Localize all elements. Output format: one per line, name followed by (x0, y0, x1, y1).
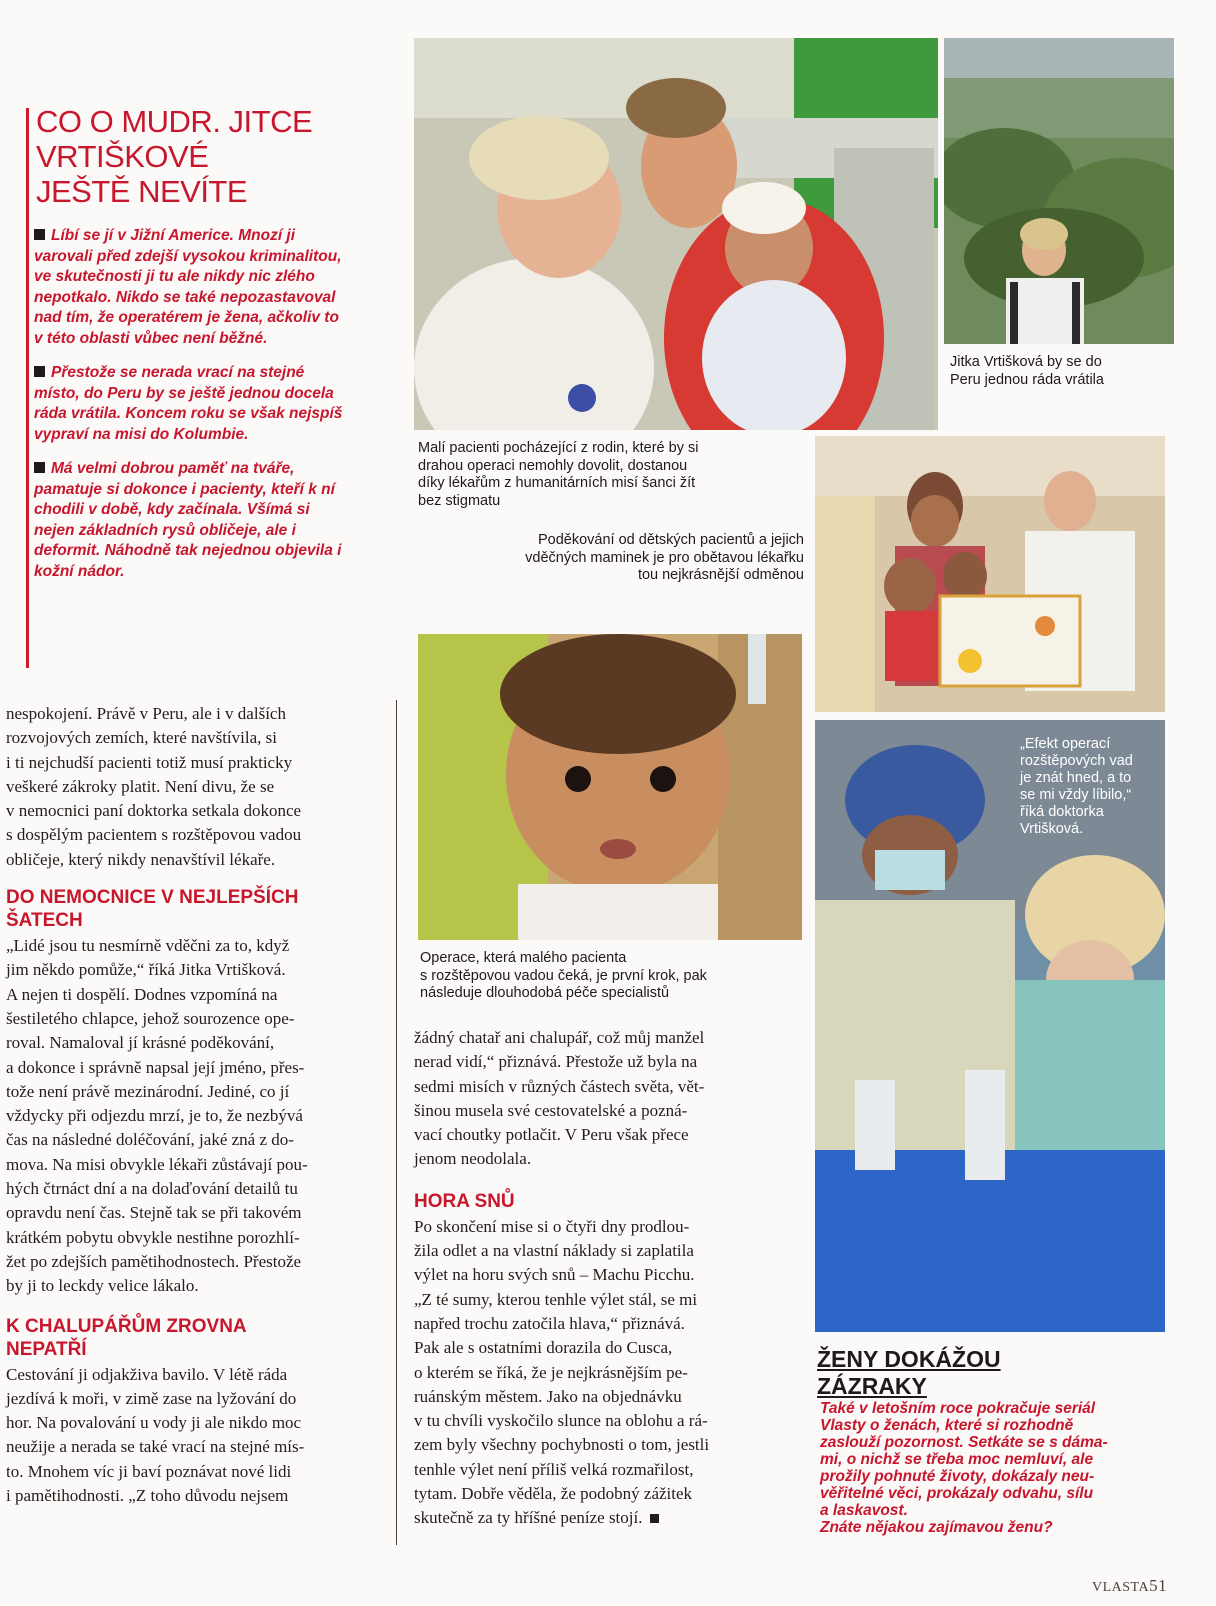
text-line: v tu chvíli vyskočilo slunce na oblohu a rá- (414, 1411, 708, 1431)
sidebar-accent-rule (26, 108, 29, 668)
caption-line: díky lékařům z humanitárních misí šanci žít (418, 475, 696, 491)
series-title-line: ZÁZRAKY (817, 1373, 927, 1399)
photo-child-patient (418, 634, 802, 940)
sidebar-bullet-text: Přestože se nerada vrací na stejné místo, do Peru by se ještě jednou docela ráda vrátila. Koncem roku se však nejspíš vypraví na misi do Kolumbie. (34, 364, 343, 443)
text-line: „Lidé jsou tu nesmírně vděčni za to, když (6, 936, 290, 956)
subhead-line: K CHALUPÁŘŮM ZROVNA (6, 1315, 247, 1337)
page-number: 51 (1149, 1576, 1168, 1595)
series-title-line: ŽENY DOKÁŽOU (817, 1346, 1001, 1372)
text-line: krátkém pobytu obvykle nestihne porozhlí- (6, 1227, 300, 1247)
text-line: by ji to leckdy velice lákalo. (6, 1276, 199, 1296)
text-line: tytam. Dobře věděla, že podobný zážitek (414, 1484, 693, 1504)
bullet-square-icon (34, 229, 45, 240)
caption-thanks-photo (440, 532, 804, 585)
text-line: jenom neodolala. (414, 1149, 532, 1169)
caption-line: „Efekt operací (1020, 736, 1111, 752)
text-line: to. Mnohem víc ji baví poznávat nové lidi (6, 1461, 292, 1481)
text-line: Pak ale s ostatními dorazila do Cusca, (414, 1338, 673, 1358)
text-line: zem byly všechny pochybnosti o tom, jestli (414, 1435, 710, 1455)
text-line: veškeré zákroky platit. Není divu, že se (6, 776, 275, 796)
photo-thank-you-card (815, 436, 1165, 712)
sidebar-bullet-text: Líbí se jí v Jižní Americe. Mnozí ji varovali před zdejší vysokou kriminalitou, ve skutečnosti ji tu ale nikdy nic zlého nepotkalo. Nikdo se také nepozastavoval nad tím, že operatérem je žena, ačkoliv to v této oblasti vůbec není běžné. (34, 227, 342, 347)
text-line: obličeje, který nikdy nenavštívil lékaře. (6, 849, 276, 869)
sidebar-bullet-text: Má velmi dobrou paměť na tváře, pamatuje si dokonce i pacienty, kteří k ní chodili v době, kdy začínala. Všímá si nejen základních rysů obličeje, ale i deformit. Náhodně tak nejednou objevila i kožní nádor. (34, 460, 342, 580)
text-line: jim někdo pomůže,“ říká Jitka Vrtišková. (6, 960, 286, 980)
sidebar-bullet (34, 459, 344, 582)
text-line: mova. Na misi obvykle lékaři zůstávají pou- (6, 1154, 308, 1174)
subhead-line: NEPATŘÍ (6, 1338, 87, 1360)
caption-line: říká doktorka (1020, 804, 1104, 820)
end-mark-icon (650, 1514, 659, 1523)
page-footer (1092, 1576, 1202, 1596)
caption-line: bez stigmatu (418, 492, 501, 509)
text-line: čas na následné doléčování, jaké zná z do- (6, 1130, 294, 1150)
text-line: napřed trochu zatočila hlava,“ přiznává. (414, 1313, 685, 1333)
text-line: neužije a nerada se také vrací na stejné mís- (6, 1437, 305, 1457)
sidebar-title-line: JEŠTĚ NEVÍTE (36, 174, 248, 209)
caption-family-photo (418, 440, 798, 510)
sidebar-bullet (34, 363, 344, 445)
text-line: s dospělým pacientem s rozštěpovou vadou (6, 825, 302, 845)
text-line: nespokojení. Právě v Peru, ale i v dalších (6, 704, 286, 723)
caption-line: vděčných maminek je pro obětavou lékařku (525, 549, 804, 566)
text-line: jezdívá k moři, v zimě zase na lyžování do (6, 1388, 297, 1408)
caption-line: Vrtišková. (1020, 821, 1084, 837)
subhead-line: ŠATECH (6, 910, 83, 932)
text-line: hor. Na povalování u vody ji ale nikdo moc (6, 1413, 302, 1433)
text-line: i pamětihodnosti. „Z toho důvodu nejsem (6, 1486, 289, 1506)
text-line: žádný chatař ani chalupář, což můj manžel (414, 1028, 705, 1047)
text-line: šinou musela své cestovatelské a pozná- (414, 1100, 688, 1120)
text-line-content: skutečně za ty hříšné peníze stojí. (414, 1508, 643, 1528)
bullet-square-icon (34, 462, 45, 473)
text-line: vací choutky potlačit. V Peru však přece (414, 1125, 689, 1145)
series-line: prožily pohnuté životy, dokázaly neu- (820, 1468, 1095, 1485)
text-line: tenhle výlet není příliš velká rozmařilost, (414, 1459, 694, 1479)
text-line: tože není právě mezinárodní. Jediné, co jí (6, 1081, 290, 1101)
text-line: „Z té sumy, kterou tenhle výlet stál, se mi (414, 1289, 698, 1309)
caption-surgery-quote (1020, 736, 1180, 838)
sidebar-title (36, 104, 346, 209)
series-line: a laskavost. (820, 1502, 908, 1519)
photo-doctor-with-child (414, 38, 938, 430)
series-line: mi, o nichž se třeba moc nemluví, ale (820, 1451, 1094, 1468)
text-line (414, 1506, 784, 1530)
series-description (820, 1400, 1165, 1536)
sidebar-bullet (34, 226, 344, 349)
subhead-chalupari (6, 1315, 376, 1361)
column-divider (396, 700, 397, 1545)
text-line: sedmi misích v různých částech světa, vět- (414, 1076, 705, 1096)
magazine-name: VLASTA (1092, 1580, 1150, 1595)
text-line: nerad vidí,“ přiznává. Přestože už byla na (414, 1052, 698, 1072)
sidebar-title-line: CO O MUDR. JITCE (36, 104, 313, 139)
text-line: ruánským městem. Jako na objednávku (414, 1386, 682, 1406)
caption-line: se mi vždy líbilo,“ (1020, 787, 1132, 803)
text-line: i ti nejchudší pacienti totiž musí prakticky (6, 752, 293, 772)
text-line: šestiletého chlapce, jehož sourozence ope- (6, 1008, 295, 1028)
caption-child-photo (420, 950, 800, 1003)
caption-line: rozštěpových vad (1020, 753, 1133, 769)
text-line: žet po zdejších pamětihodnostech. Přestože (6, 1251, 302, 1271)
text-line: v nemocnici paní doktorka setkala dokonce (6, 801, 302, 821)
text-line: hých čtrnáct dní a na dolaďování detailů tu (6, 1179, 298, 1199)
series-line: Vlasty o ženách, které si rozhodně (820, 1417, 1074, 1434)
photo-peru-landscape (944, 38, 1174, 344)
caption-line: je znát hned, a to (1020, 770, 1132, 786)
sidebar-title-line: VRTIŠKOVÉ (36, 139, 209, 174)
article-column-1 (6, 702, 376, 1508)
bullet-square-icon (34, 366, 45, 377)
subhead-nemocnice (6, 886, 376, 932)
text-line: žila odlet a na vlastní náklady si zaplatila (414, 1241, 694, 1261)
caption-line: následuje dlouhodobá péče specialistů (420, 985, 670, 1001)
series-line: zaslouží pozornost. Setkáte se s dáma- (820, 1434, 1108, 1451)
text-line: o kterém se říká, že je nejkrásnějším pe- (414, 1362, 688, 1382)
subhead-line: DO NEMOCNICE V NEJLEPŠÍCH (6, 887, 299, 909)
caption-line: s rozštěpovou vadou čeká, je první krok, pak (420, 967, 707, 984)
text-line: Cestování ji odjakživa bavilo. V létě ráda (6, 1364, 288, 1384)
series-title (817, 1346, 1077, 1400)
series-line: Také v letošním roce pokračuje seriál (820, 1400, 1096, 1417)
text-line: a dokonce i správně napsal její jméno, přes- (6, 1057, 305, 1077)
caption-line: tou nejkrásnější odměnou (637, 567, 804, 583)
caption-line: Malí pacienti pocházející z rodin, které by si (418, 440, 699, 456)
caption-line: drahou operaci nemohly dovolit, dostanou (418, 457, 688, 474)
caption-line: Operace, která malého pacienta (420, 950, 627, 966)
caption-line: Peru jednou ráda vrátila (950, 371, 1104, 388)
text-line: A nejen ti dospělí. Dodnes vzpomíná na (6, 984, 278, 1004)
sidebar-bullets (34, 226, 344, 596)
text-line: roval. Namaloval jí krásné poděkování, (6, 1033, 275, 1053)
series-line: věřitelné věci, prokázaly odvahu, sílu (820, 1485, 1094, 1502)
caption-line: Poděkování od dětských pacientů a jejich (537, 532, 804, 548)
text-line: výlet na horu svých snů – Machu Picchu. (414, 1265, 695, 1285)
caption-line: Jitka Vrtišková by se do (950, 354, 1102, 370)
subhead-hora-snu: HORA SNŮ (414, 1190, 515, 1212)
text-line: opravdu není čas. Stejně tak se při takovém (6, 1203, 302, 1223)
series-line: Znáte nějakou zajímavou ženu? (820, 1519, 1053, 1536)
text-line: Po skončení mise si o čtyři dny prodlou- (414, 1216, 690, 1236)
caption-peru-photo (950, 354, 1170, 389)
text-line: rozvojových zemích, které navštívila, si (6, 728, 277, 748)
article-column-2 (414, 1026, 784, 1531)
text-line: vždycky při odjezdu mrzí, je to, že nezbývá (6, 1106, 303, 1126)
